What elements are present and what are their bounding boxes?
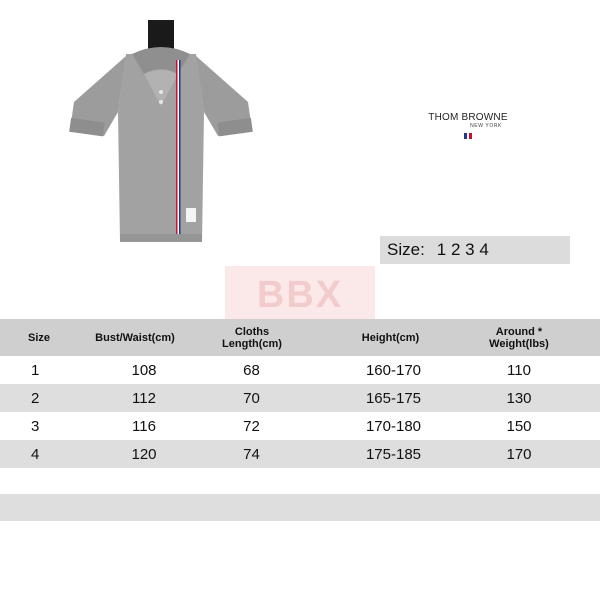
table-row	[0, 384, 600, 412]
cell-weight: 130	[506, 389, 532, 407]
table-row	[0, 412, 600, 440]
cell-height: 175-185	[365, 445, 422, 463]
table-row	[0, 440, 600, 468]
header-size: Size	[28, 331, 51, 344]
header-cloths-length: Cloths Length(cm)	[222, 325, 282, 350]
cell-size: 2	[31, 389, 40, 407]
size-chart-table	[0, 319, 600, 468]
cell-size: 4	[31, 445, 40, 463]
header-weight: Around * Weight(lbs)	[489, 325, 549, 350]
table-header-row	[0, 319, 600, 356]
cell-height: 165-175	[365, 389, 422, 407]
available-sizes	[380, 236, 570, 264]
cell-cloths-length: 70	[243, 389, 260, 407]
polo-shirt-image	[66, 20, 256, 250]
hanger-icon	[148, 20, 174, 50]
table-row	[0, 356, 600, 384]
cell-bust-waist: 116	[132, 417, 156, 435]
empty-band	[0, 494, 600, 521]
watermark: BBX	[225, 266, 375, 324]
header-bust-waist: Bust/Waist(cm)	[95, 331, 175, 344]
cell-bust-waist: 120	[131, 445, 157, 463]
cell-height: 170-180	[365, 417, 422, 435]
cell-bust-waist: 112	[132, 389, 156, 407]
cell-size: 1	[31, 361, 40, 379]
cell-cloths-length: 72	[243, 417, 260, 435]
tricolor-flag-icon	[464, 133, 472, 139]
cell-weight: 170	[506, 445, 532, 463]
brand-name: THOM BROWNE	[428, 112, 508, 123]
brand-city: NEW YORK	[470, 123, 502, 129]
brand-logo	[418, 112, 518, 139]
cell-size: 3	[31, 417, 40, 435]
header-height: Height(cm)	[361, 331, 420, 344]
cell-height: 160-170	[365, 361, 422, 379]
cell-weight: 110	[507, 361, 531, 379]
cell-bust-waist: 108	[131, 361, 157, 379]
size-values: 1 2 3 4	[436, 240, 489, 259]
cell-cloths-length: 68	[243, 361, 260, 379]
cell-cloths-length: 74	[243, 445, 260, 463]
size-label: Size:	[387, 240, 425, 259]
cell-weight: 150	[506, 417, 532, 435]
